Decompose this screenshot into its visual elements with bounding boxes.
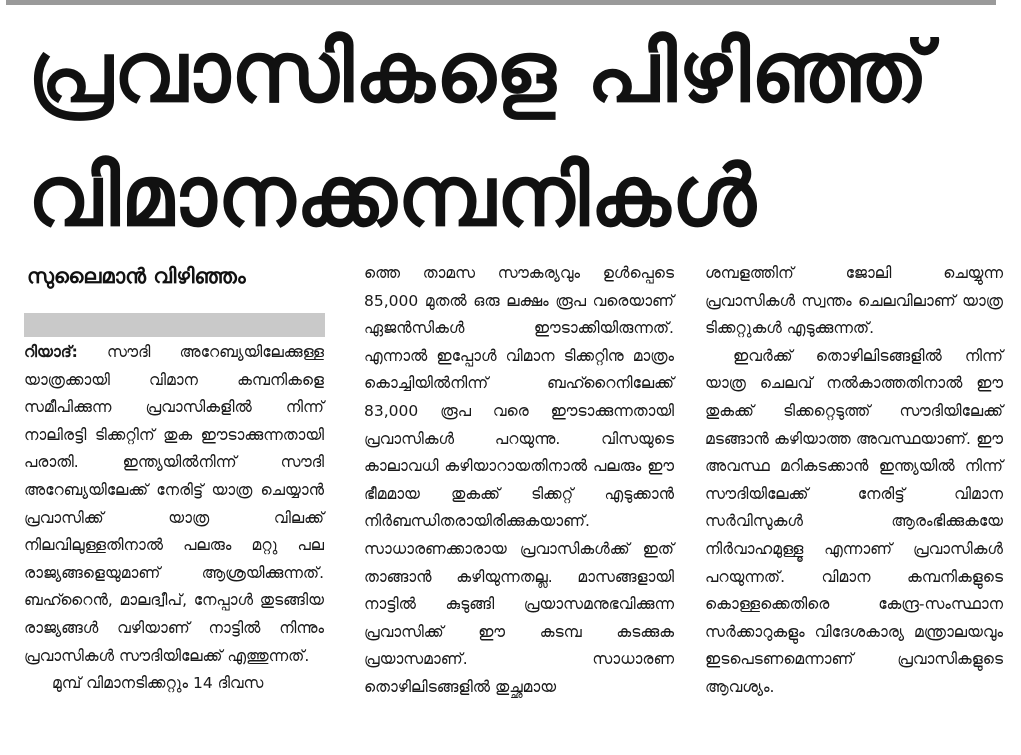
article-paragraph [24,339,324,670]
top-rule [6,0,996,5]
article-column-3 [705,260,1003,702]
article-paragraph: ഇവർക്ക് തൊഴിലിടങ്ങളിൽ നിന്ന് യാത്ര ചെലവ് നൽകാത്തതിനാൽ ഈ തുകക്ക് ടിക്കറ്റെടുത്ത് സൗദിയിലേക്ക് മടങ്ങാൻ കഴിയാത്ത അവസ്ഥയാണ്. ഈ അവസ്ഥ മറികടക്കാൻ ഇന്ത്യയിൽ നിന്ന് സൗദിയിലേക്ക് നേരിട്ട് വിമാന സർവിസുകൾ ആരംഭിക്കുകയേ നിർവാഹമുള്ളൂ എന്നാണ് പ്രവാസികൾ പറയുന്നത്. വിമാന കമ്പനികളുടെ കൊള്ളക്കെതിരെ കേന്ദ്ര-സംസ്ഥാന സർക്കാറുകളും വിദേശകാര്യ മന്ത്രാലയവും ഇടപെടണമെന്നാണ് പ്രവാസികളുടെ ആവശ്യം. [705,346,1003,696]
headline-line-1: പ്രവാസികളെ പിഴിഞ്ഞ് [28,23,930,121]
article-column-1 [24,339,324,698]
headline-line-2: വിമാനക്കമ്പനികൾ [28,147,757,245]
article-column-2 [364,260,674,702]
paragraph-text: സൗദി അറേബ്യയിലേക്കുള്ള യാത്രക്കായി വിമാന കമ്പനികളെ സമീപിക്കുന്ന പ്രവാസികളിൽ നിന്ന് നാലിരട്ടി ടിക്കറ്റിന് തുക ഈടാക്കുന്നതായി പരാതി. ഇന്ത്യയിൽനിന്ന് സൗദി അറേബ്യയിലേക്ക് നേരിട്ട് യാത്ര ചെയ്യാൻ പ്രവാസിക്ക് യാത്ര വിലക്ക് നിലവിലുള്ളതിനാൽ പലരും മറ്റു പല രാജ്യങ്ങളെയുമാണ് ആശ്രയിക്കുന്നത്. ബഹ്റൈൻ, മാലദ്വീപ്, നേപ്പാൾ തുടങ്ങിയ രാജ്യങ്ങൾ വഴിയാണ് നാട്ടിൽ നിന്നും പ്രവാസികൾ സൗദിയിലേക്ക് എത്തുന്നത്. [24,343,324,665]
article-paragraph: ത്തെ താമസ സൗകര്യവും ഉൾപ്പെടെ 85,000 മുതൽ ഒരു ലക്ഷം രൂപ വരെയാണ് ഏജൻസികൾ ഈടാക്കിയിരുന്നത്. എന്നാൽ ഇപ്പോൾ വിമാന ടിക്കറ്റിനു മാത്രം കൊച്ചിയിൽനിന്ന് ബഹ്റൈനിലേക്ക് 83,000 രൂപ വരെ ഈടാക്കുന്നതായി പ്രവാസികൾ പറയുന്നു. വിസയുടെ കാലാവധി കഴിയാറായതിനാൽ പലരും ഈ ഭീമമായ തുകക്ക് ടിക്കറ്റ് എടുക്കാൻ നിർബന്ധിതരായിരിക്കുകയാണ്. സാധാരണക്കാരായ പ്രവാസികൾക്ക് ഇത് താങ്ങാൻ കഴിയുന്നതല്ല. മാസങ്ങളായി നാട്ടിൽ കുടുങ്ങി പ്രയാസമനുഭവിക്കുന്ന പ്രവാസിക്ക് ഈ കടമ്പ കടക്കുക പ്രയാസമാണ്. സാധാരണ തൊഴിലിടങ്ങളിൽ തുച്ഛമായ [364,264,674,696]
article-paragraph: മുമ്പ് വിമാനടിക്കറ്റും 14 ദിവസ [52,674,264,693]
article-paragraph: ശമ്പളത്തിന് ജോലി ചെയ്യുന്ന പ്രവാസികൾ സ്വന്തം ചെലവിലാണ് യാത്ര ടിക്കറ്റുകൾ എടുക്കുന്നത്. [705,264,1003,338]
gray-divider-bar [24,313,325,337]
byline: സുലൈമാൻ വിഴിഞ്ഞം [27,264,246,288]
dateline: റിയാദ്: [24,343,78,361]
